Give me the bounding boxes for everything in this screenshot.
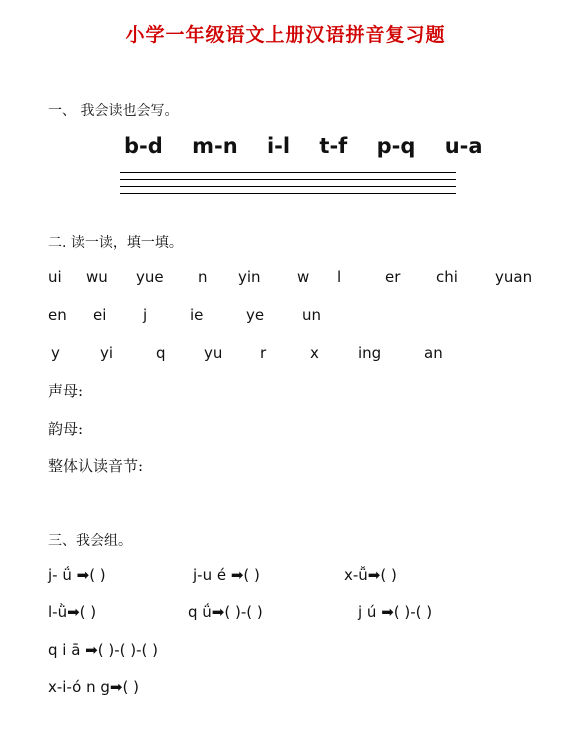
combine-item: q i ā ➡( )-( )-( ) xyxy=(48,641,158,659)
combine-item: j-u é ➡( ) xyxy=(193,566,260,584)
syllable: ie xyxy=(190,306,204,324)
syllable: yue xyxy=(136,268,164,286)
syllable: yuan xyxy=(495,268,533,286)
combine-item: x-i-ó n g➡( ) xyxy=(48,678,139,696)
section1-heading: 一、 我会读也会写。 xyxy=(48,103,179,119)
syllable: yin xyxy=(238,268,261,286)
pair-4: t-f xyxy=(319,134,348,158)
section3-heading: 三、我会组。 xyxy=(48,533,132,549)
label-zhengti: 整体认读音节: xyxy=(48,457,144,475)
syllable: an xyxy=(424,344,443,362)
pair-3: i-l xyxy=(266,134,291,158)
writing-lines xyxy=(120,172,456,202)
combine-item: x-ǚ➡( ) xyxy=(344,566,397,584)
label-yunmu: 韵母: xyxy=(48,420,84,438)
section2-heading: 二. 读一读，填一填。 xyxy=(48,235,183,251)
syllable: x xyxy=(310,344,319,362)
pair-6: u-a xyxy=(444,134,483,158)
syllable: w xyxy=(297,268,310,286)
combine-item: q ǘ➡( )-( ) xyxy=(188,603,263,621)
syllable: ye xyxy=(246,306,265,324)
pair-2: m-n xyxy=(192,134,238,158)
syllable: j xyxy=(143,306,148,324)
syllable: yi xyxy=(100,344,114,362)
pair-5: p-q xyxy=(376,134,416,158)
combine-item: j- ǘ ➡( ) xyxy=(48,566,106,584)
combine-item: l-ǜ➡( ) xyxy=(48,603,97,621)
syllable: r xyxy=(260,344,267,362)
syllable: ei xyxy=(93,306,107,324)
syllable: ing xyxy=(358,344,382,362)
syllable: er xyxy=(385,268,401,286)
combine-item: j ú ➡( )-( ) xyxy=(358,603,433,621)
pinyin-pairs xyxy=(124,134,505,158)
syllable: wu xyxy=(86,268,108,286)
syllable: un xyxy=(302,306,322,324)
syllable: en xyxy=(48,306,67,324)
syllable: n xyxy=(198,268,208,286)
syllable: y xyxy=(51,344,60,362)
syllable: yu xyxy=(204,344,223,362)
syllable: chi xyxy=(436,268,458,286)
syllable: l xyxy=(337,268,342,286)
label-shengmu: 声母: xyxy=(48,382,84,400)
syllable: ui xyxy=(48,268,62,286)
page-title: 小学一年级语文上册汉语拼音复习题 xyxy=(125,24,446,46)
syllable: q xyxy=(156,344,166,362)
pair-1: b-d xyxy=(124,134,163,158)
